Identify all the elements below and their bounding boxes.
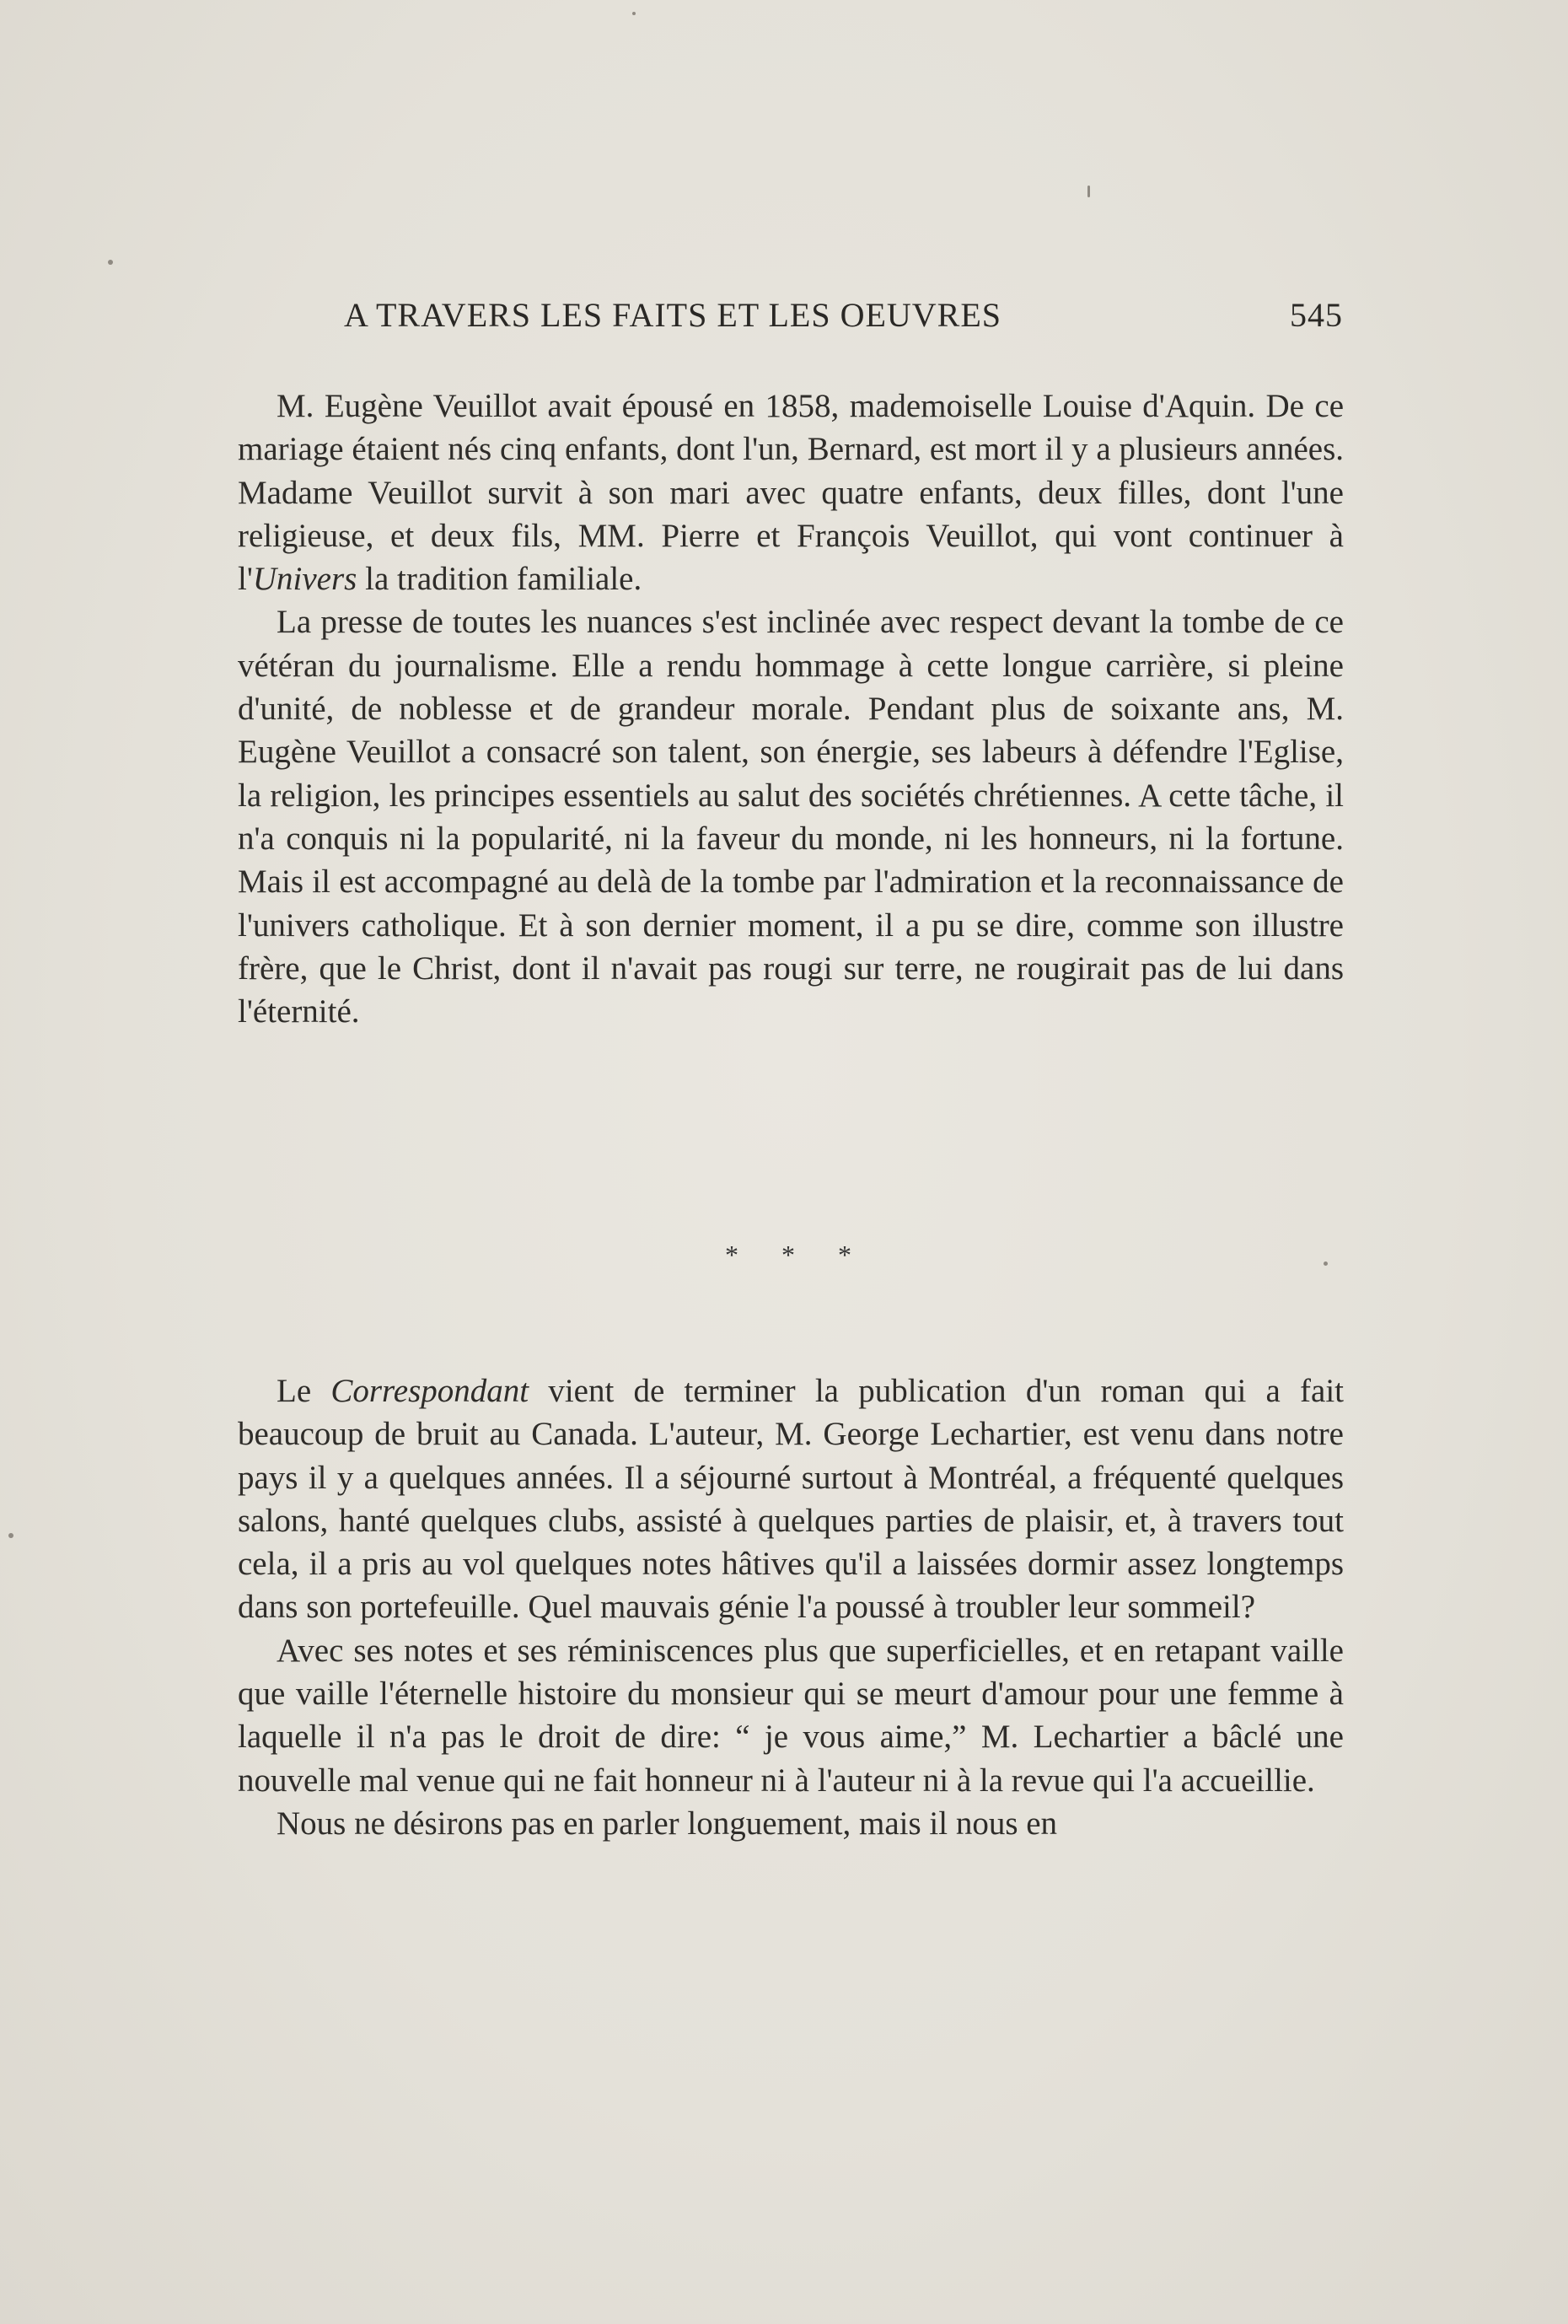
- asterisk: *: [725, 1240, 738, 1270]
- paper-speck: [8, 1533, 13, 1538]
- section-correspondant: [238, 1369, 1344, 1845]
- asterisk: *: [838, 1240, 851, 1270]
- paper-speck: [632, 12, 636, 15]
- paragraph-text: vient de terminer la publication d'un roman qui a fait beaucoup de bruit au Canada. L'auteur, M. George Lechartier, est venu dans notre pays il y a quelques années. Il a séjourné surtout à Montréal, a fréquenté quelques salons, hanté quelques clubs, assisté à quelques parties de plaisir, et, à travers tout cela, il a pris au vol quelques notes hâtives qu'il a laissées dormir assez longtemps dans son portefeuille. Quel mauvais génie l'a poussé à troubler leur sommeil?: [238, 1373, 1344, 1626]
- paper-speck: [1087, 186, 1090, 197]
- section-veuillot: [238, 385, 1344, 1033]
- paragraph-text: M. Eugène Veuillot avait épousé en 1858, mademoiselle Louise d'Aquin. De ce mariage étaient nés cinq enfants, dont l'un, Bernard, est mort il y a plusieurs années. Madame Veuillot survit à son mari avec quatre enfants, deux filles, dont l'une religieuse, et deux fils, MM. Pierre et François Veuillot, qui vont continuer à l': [238, 388, 1344, 598]
- paragraph: [238, 385, 1344, 600]
- section-separator: [725, 1240, 851, 1273]
- paragraph-text-end: la tradition familiale.: [357, 561, 642, 598]
- paragraph: Nous ne désirons pas en parler longuement, mais il nous en: [277, 1805, 1058, 1842]
- paragraph: [238, 1369, 1344, 1629]
- running-title: A TRAVERS LES FAITS ET LES OEUVRES: [344, 296, 1002, 334]
- paragraph: La presse de toutes les nuances s'est inclinée avec respect devant la tombe de ce vétéran du journalisme. Elle a rendu hommage à cette longue carrière, si pleine d'unité, de noblesse et de grandeur morale. Pendant plus de soixante ans, M. Eugène Veuillot a consacré son talent, son énergie, ses labeurs à défendre l'Eglise, la religion, les principes essentiels au salut des sociétés chrétiennes. A cette tâche, il n'a conquis ni la popularité, ni la faveur du monde, ni les honneurs, ni la fortune. Mais il est accompagné au delà de la tombe par l'admiration et la reconnaissance de l'univers catholique. Et à son dernier moment, il a pu se dire, comme son illustre frère, que le Christ, dont il n'avait pas rougi sur terre, ne rougirait pas de lui dans l'éternité.: [238, 604, 1344, 1030]
- running-head: [344, 295, 1343, 346]
- journal-title: Univers: [252, 561, 357, 598]
- paper-speck: [108, 260, 113, 265]
- paragraph-text-start: Le: [277, 1373, 331, 1409]
- asterisk: *: [781, 1240, 795, 1270]
- journal-title: Correspondant: [330, 1373, 529, 1409]
- page-number: 545: [1290, 296, 1343, 334]
- paper-speck: [1324, 1262, 1328, 1266]
- paragraph: Avec ses notes et ses réminiscences plus que superficielles, et en retapant vaille que vaille l'éternelle histoire du monsieur qui se meurt d'amour pour une femme à laquelle il n'a pas le droit de dire: “ je vous aime,” M. Lechartier a bâclé une nouvelle mal venue qui ne fait honneur ni à l'auteur ni à la revue qui l'a accueillie.: [238, 1632, 1344, 1799]
